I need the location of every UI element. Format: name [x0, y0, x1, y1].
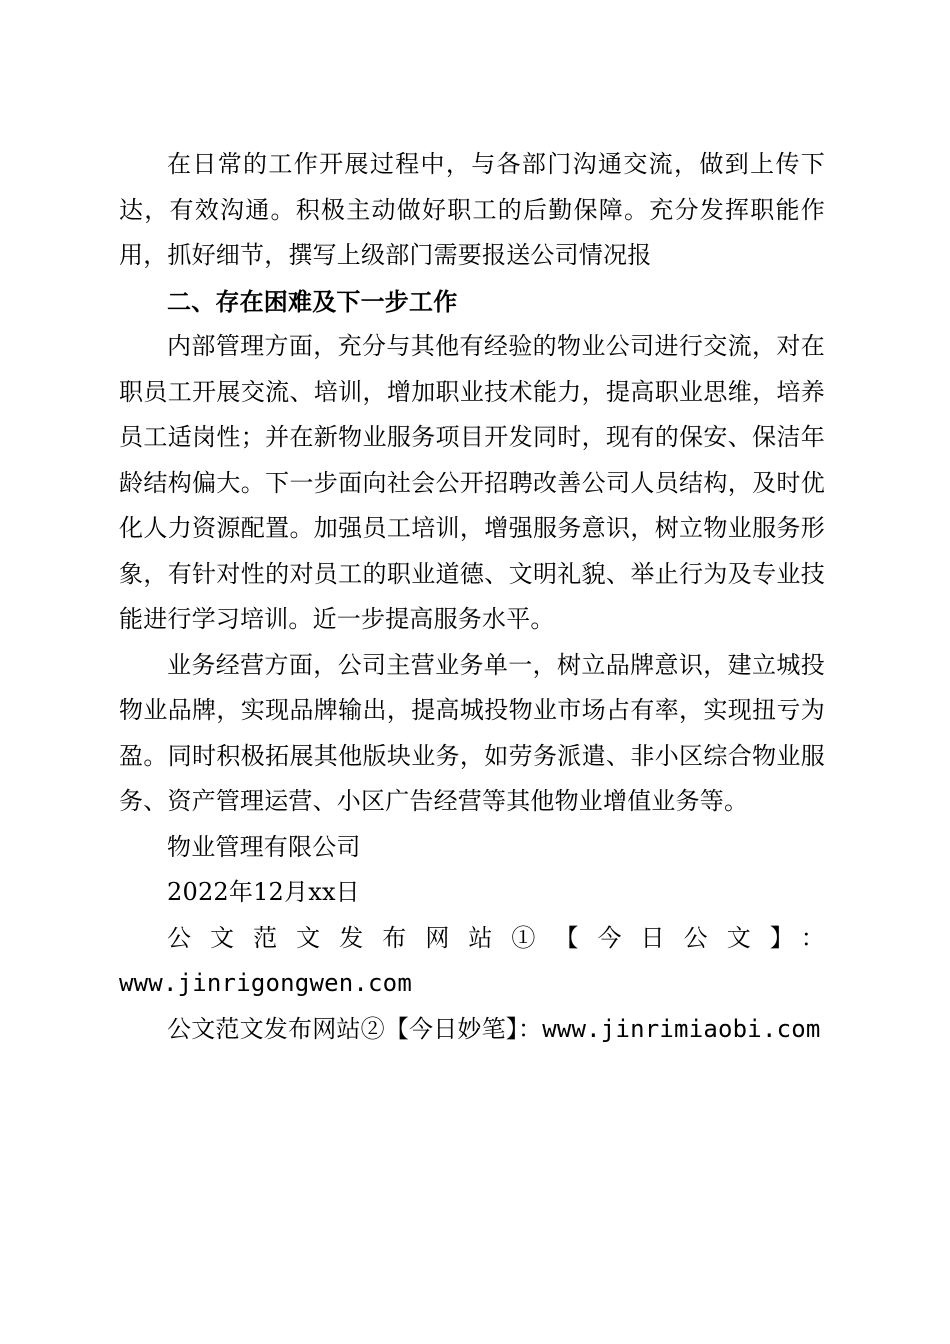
- document-body: [119, 142, 825, 1052]
- footer-line-1-url[interactable]: www.jinrigongwen.com: [119, 969, 412, 997]
- footer-line-2-text: 公文范文发布网站②【今日妙笔】：: [167, 1014, 543, 1043]
- paragraph-internal-management: 内部管理方面，充分与其他有经验的物业公司进行交流，对在职员工开展交流、培训，增加职业技术能力，提高职业思维，培养员工适岗性；并在新物业服务项目开发同时，现有的保安、保洁年龄结构偏大。下一步面向社会公开招聘改善公司人员结构，及时优化人力资源配置。加强员工培训，增强服务意识，树立物业服务形象，有针对性的对员工的职业道德、文明礼貌、举止行为及专业技能进行学习培训。近一步提高服务水平。: [119, 332, 825, 633]
- section-heading: 二、存在困难及下一步工作: [167, 286, 458, 316]
- signature-company: 物业管理有限公司: [167, 832, 361, 861]
- signature-date: 2022年12月xx日: [167, 878, 360, 906]
- footer-line-1-text: 公文范文发布网站①【今日公文】：: [167, 923, 825, 952]
- footer-line-1: [119, 916, 825, 1007]
- paragraph-business-operation: 业务经营方面，公司主营业务单一，树立品牌意识，建立城投物业品牌，实现品牌输出，提高城投物业市场占有率，实现扭亏为盈。同时积极拓展其他版块业务，如劳务派遣、非小区综合物业服务、资产管理运营、小区广告经营等其他物业增值业务等。: [119, 650, 825, 815]
- footer-line-2: [119, 1007, 825, 1053]
- footer-line-2-url[interactable]: www.jinrimiaobi.com: [542, 1014, 821, 1043]
- paragraph-work-summary: 在日常的工作开展过程中，与各部门沟通交流，做到上传下达，有效沟通。积极主动做好职工的后勤保障。充分发挥职能作用，抓好细节，撰写上级部门需要报送公司情况报: [119, 150, 825, 269]
